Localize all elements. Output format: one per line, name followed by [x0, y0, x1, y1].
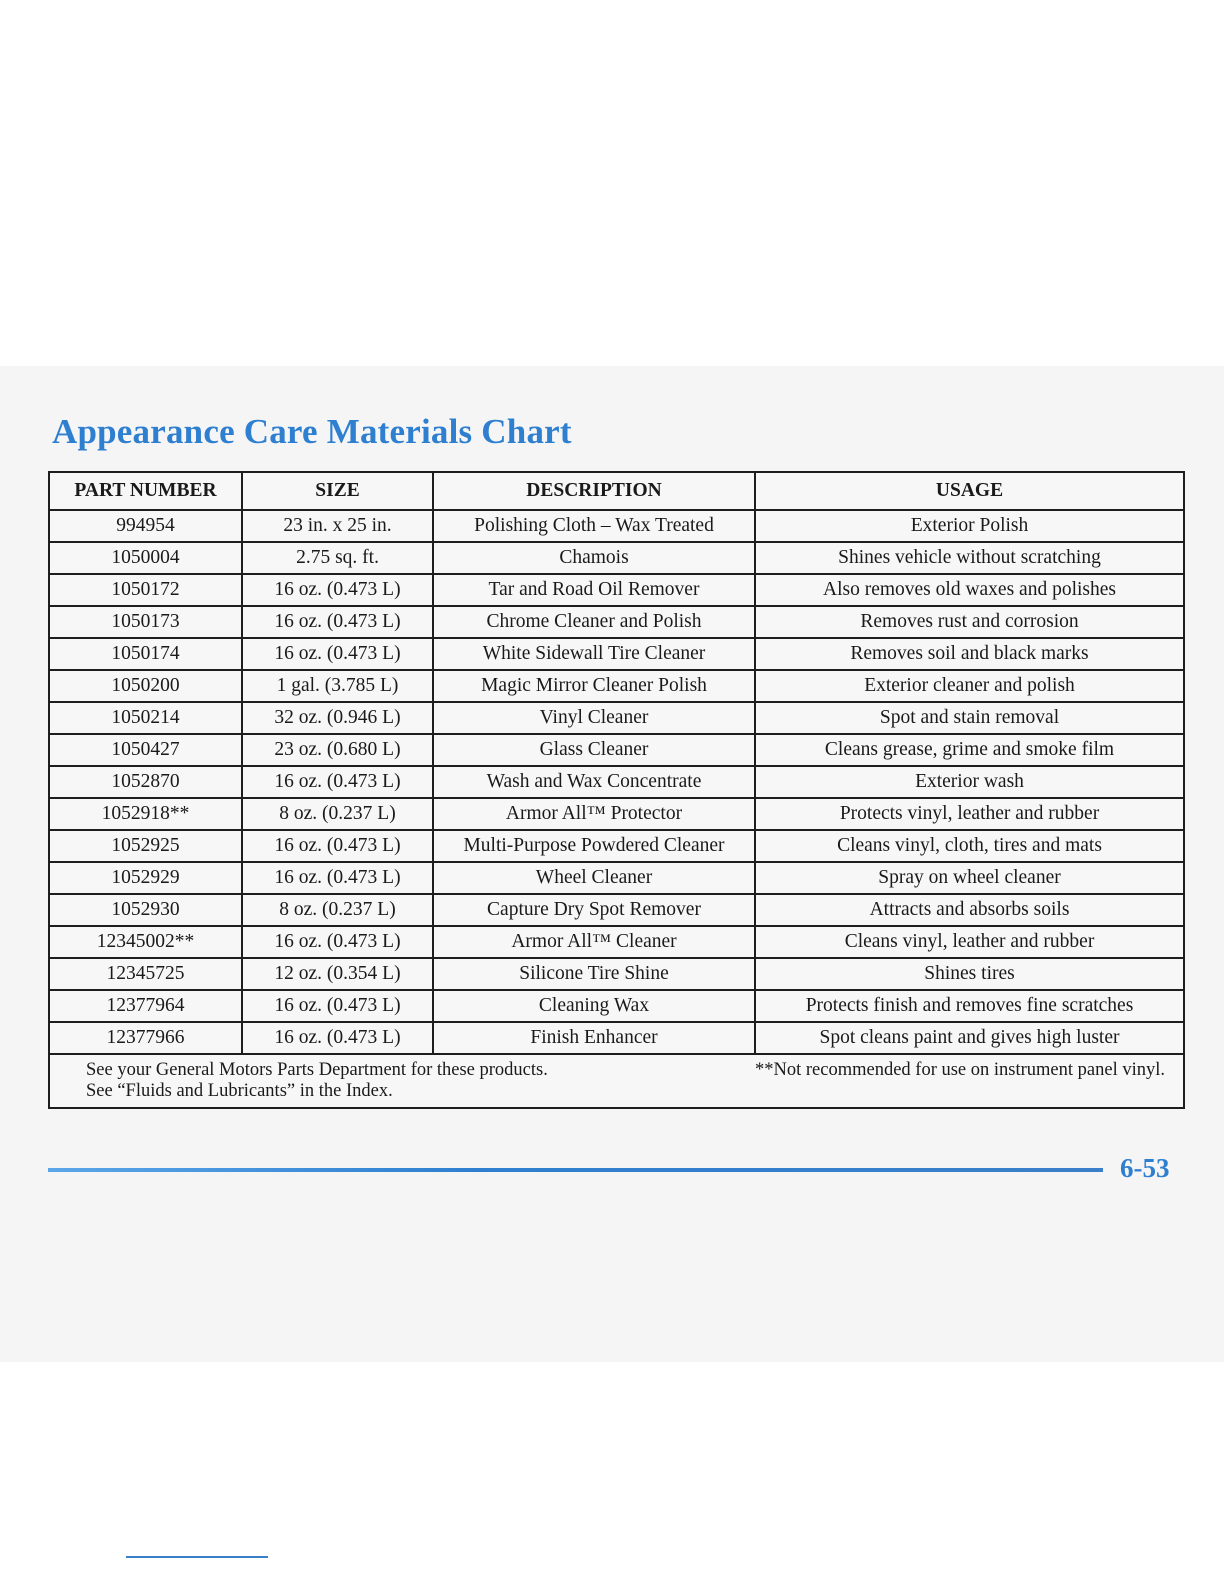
cell-size: 12 oz. (0.354 L) [242, 958, 433, 990]
cell-part-number: 12377964 [49, 990, 242, 1022]
cell-part-number: 1050200 [49, 670, 242, 702]
table-row [49, 990, 1184, 1022]
cell-size: 16 oz. (0.473 L) [242, 606, 433, 638]
parts-department-note: See your General Motors Parts Department for these products. [86, 1060, 548, 1080]
cell-usage: Protects finish and removes fine scratches [755, 990, 1184, 1022]
cell-description: Wheel Cleaner [433, 862, 755, 894]
cell-usage: Spray on wheel cleaner [755, 862, 1184, 894]
materials-table [48, 471, 1185, 1109]
col-header-usage: USAGE [755, 472, 1184, 510]
cell-description: White Sidewall Tire Cleaner [433, 638, 755, 670]
cell-size: 8 oz. (0.237 L) [242, 894, 433, 926]
cell-part-number: 12377966 [49, 1022, 242, 1054]
cell-size: 16 oz. (0.473 L) [242, 926, 433, 958]
cell-part-number: 1052918** [49, 798, 242, 830]
cell-size: 16 oz. (0.473 L) [242, 990, 433, 1022]
cell-description: Tar and Road Oil Remover [433, 574, 755, 606]
page-number: 6-53 [1120, 1153, 1170, 1183]
table-row [49, 926, 1184, 958]
cell-description: Silicone Tire Shine [433, 958, 755, 990]
cell-size: 8 oz. (0.237 L) [242, 798, 433, 830]
cell-description: Chamois [433, 542, 755, 574]
cell-size: 23 oz. (0.680 L) [242, 734, 433, 766]
cell-size: 16 oz. (0.473 L) [242, 1022, 433, 1054]
col-header-part-number: PART NUMBER [49, 472, 242, 510]
cell-description: Magic Mirror Cleaner Polish [433, 670, 755, 702]
table-row [49, 606, 1184, 638]
cell-usage: Exterior Polish [755, 510, 1184, 542]
table-body [49, 510, 1184, 1054]
cell-part-number: 1050214 [49, 702, 242, 734]
cell-description: Polishing Cloth – Wax Treated [433, 510, 755, 542]
cell-description: Armor All™ Protector [433, 798, 755, 830]
bottom-rule [126, 1556, 268, 1558]
table-row [49, 638, 1184, 670]
cell-usage: Exterior wash [755, 766, 1184, 798]
cell-usage: Exterior cleaner and polish [755, 670, 1184, 702]
header-row [49, 472, 1184, 510]
cell-part-number: 1050173 [49, 606, 242, 638]
table-notes [49, 1054, 1184, 1108]
cell-size: 16 oz. (0.473 L) [242, 830, 433, 862]
cell-part-number: 1052870 [49, 766, 242, 798]
cell-description: Cleaning Wax [433, 990, 755, 1022]
table-row [49, 670, 1184, 702]
cell-usage: Also removes old waxes and polishes [755, 574, 1184, 606]
cell-size: 1 gal. (3.785 L) [242, 670, 433, 702]
cell-part-number: 1050174 [49, 638, 242, 670]
cell-description: Vinyl Cleaner [433, 702, 755, 734]
cell-usage: Shines tires [755, 958, 1184, 990]
cell-description: Wash and Wax Concentrate [433, 766, 755, 798]
page-title: Appearance Care Materials Chart [52, 412, 572, 451]
cell-usage: Cleans grease, grime and smoke film [755, 734, 1184, 766]
cell-part-number: 994954 [49, 510, 242, 542]
cell-size: 23 in. x 25 in. [242, 510, 433, 542]
cell-usage: Removes rust and corrosion [755, 606, 1184, 638]
cell-part-number: 1050004 [49, 542, 242, 574]
table-row [49, 734, 1184, 766]
cell-usage: Shines vehicle without scratching [755, 542, 1184, 574]
footer-rule [48, 1168, 1103, 1172]
cell-size: 16 oz. (0.473 L) [242, 574, 433, 606]
cell-usage: Cleans vinyl, leather and rubber [755, 926, 1184, 958]
cell-usage: Spot cleans paint and gives high luster [755, 1022, 1184, 1054]
cell-size: 16 oz. (0.473 L) [242, 862, 433, 894]
cell-part-number: 12345002** [49, 926, 242, 958]
table-row [49, 894, 1184, 926]
cell-size: 16 oz. (0.473 L) [242, 638, 433, 670]
cell-description: Glass Cleaner [433, 734, 755, 766]
cell-usage: Spot and stain removal [755, 702, 1184, 734]
cell-part-number: 1052929 [49, 862, 242, 894]
table-header [49, 472, 1184, 510]
cell-usage: Removes soil and black marks [755, 638, 1184, 670]
notes-cell [49, 1054, 1184, 1108]
cell-part-number: 1052930 [49, 894, 242, 926]
table-row [49, 542, 1184, 574]
table-row [49, 830, 1184, 862]
cell-part-number: 1050427 [49, 734, 242, 766]
col-header-size: SIZE [242, 472, 433, 510]
table-row [49, 702, 1184, 734]
cell-size: 32 oz. (0.946 L) [242, 702, 433, 734]
notes-row [49, 1054, 1184, 1108]
table-row [49, 798, 1184, 830]
cell-size: 2.75 sq. ft. [242, 542, 433, 574]
cell-part-number: 12345725 [49, 958, 242, 990]
fluids-index-note: See “Fluids and Lubricants” in the Index. [86, 1081, 393, 1101]
table-row [49, 510, 1184, 542]
cell-description: Armor All™ Cleaner [433, 926, 755, 958]
footnote-not-recommended: **Not recommended for use on instrument panel vinyl. [755, 1060, 1165, 1080]
cell-description: Capture Dry Spot Remover [433, 894, 755, 926]
cell-description: Multi-Purpose Powdered Cleaner [433, 830, 755, 862]
table-row [49, 958, 1184, 990]
cell-usage: Attracts and absorbs soils [755, 894, 1184, 926]
cell-usage: Protects vinyl, leather and rubber [755, 798, 1184, 830]
table-row [49, 574, 1184, 606]
cell-part-number: 1052925 [49, 830, 242, 862]
notes-first-line [86, 1060, 1165, 1081]
table-row [49, 766, 1184, 798]
cell-part-number: 1050172 [49, 574, 242, 606]
cell-description: Chrome Cleaner and Polish [433, 606, 755, 638]
cell-size: 16 oz. (0.473 L) [242, 766, 433, 798]
table-row [49, 862, 1184, 894]
cell-usage: Cleans vinyl, cloth, tires and mats [755, 830, 1184, 862]
cell-description: Finish Enhancer [433, 1022, 755, 1054]
col-header-description: DESCRIPTION [433, 472, 755, 510]
table-row [49, 1022, 1184, 1054]
